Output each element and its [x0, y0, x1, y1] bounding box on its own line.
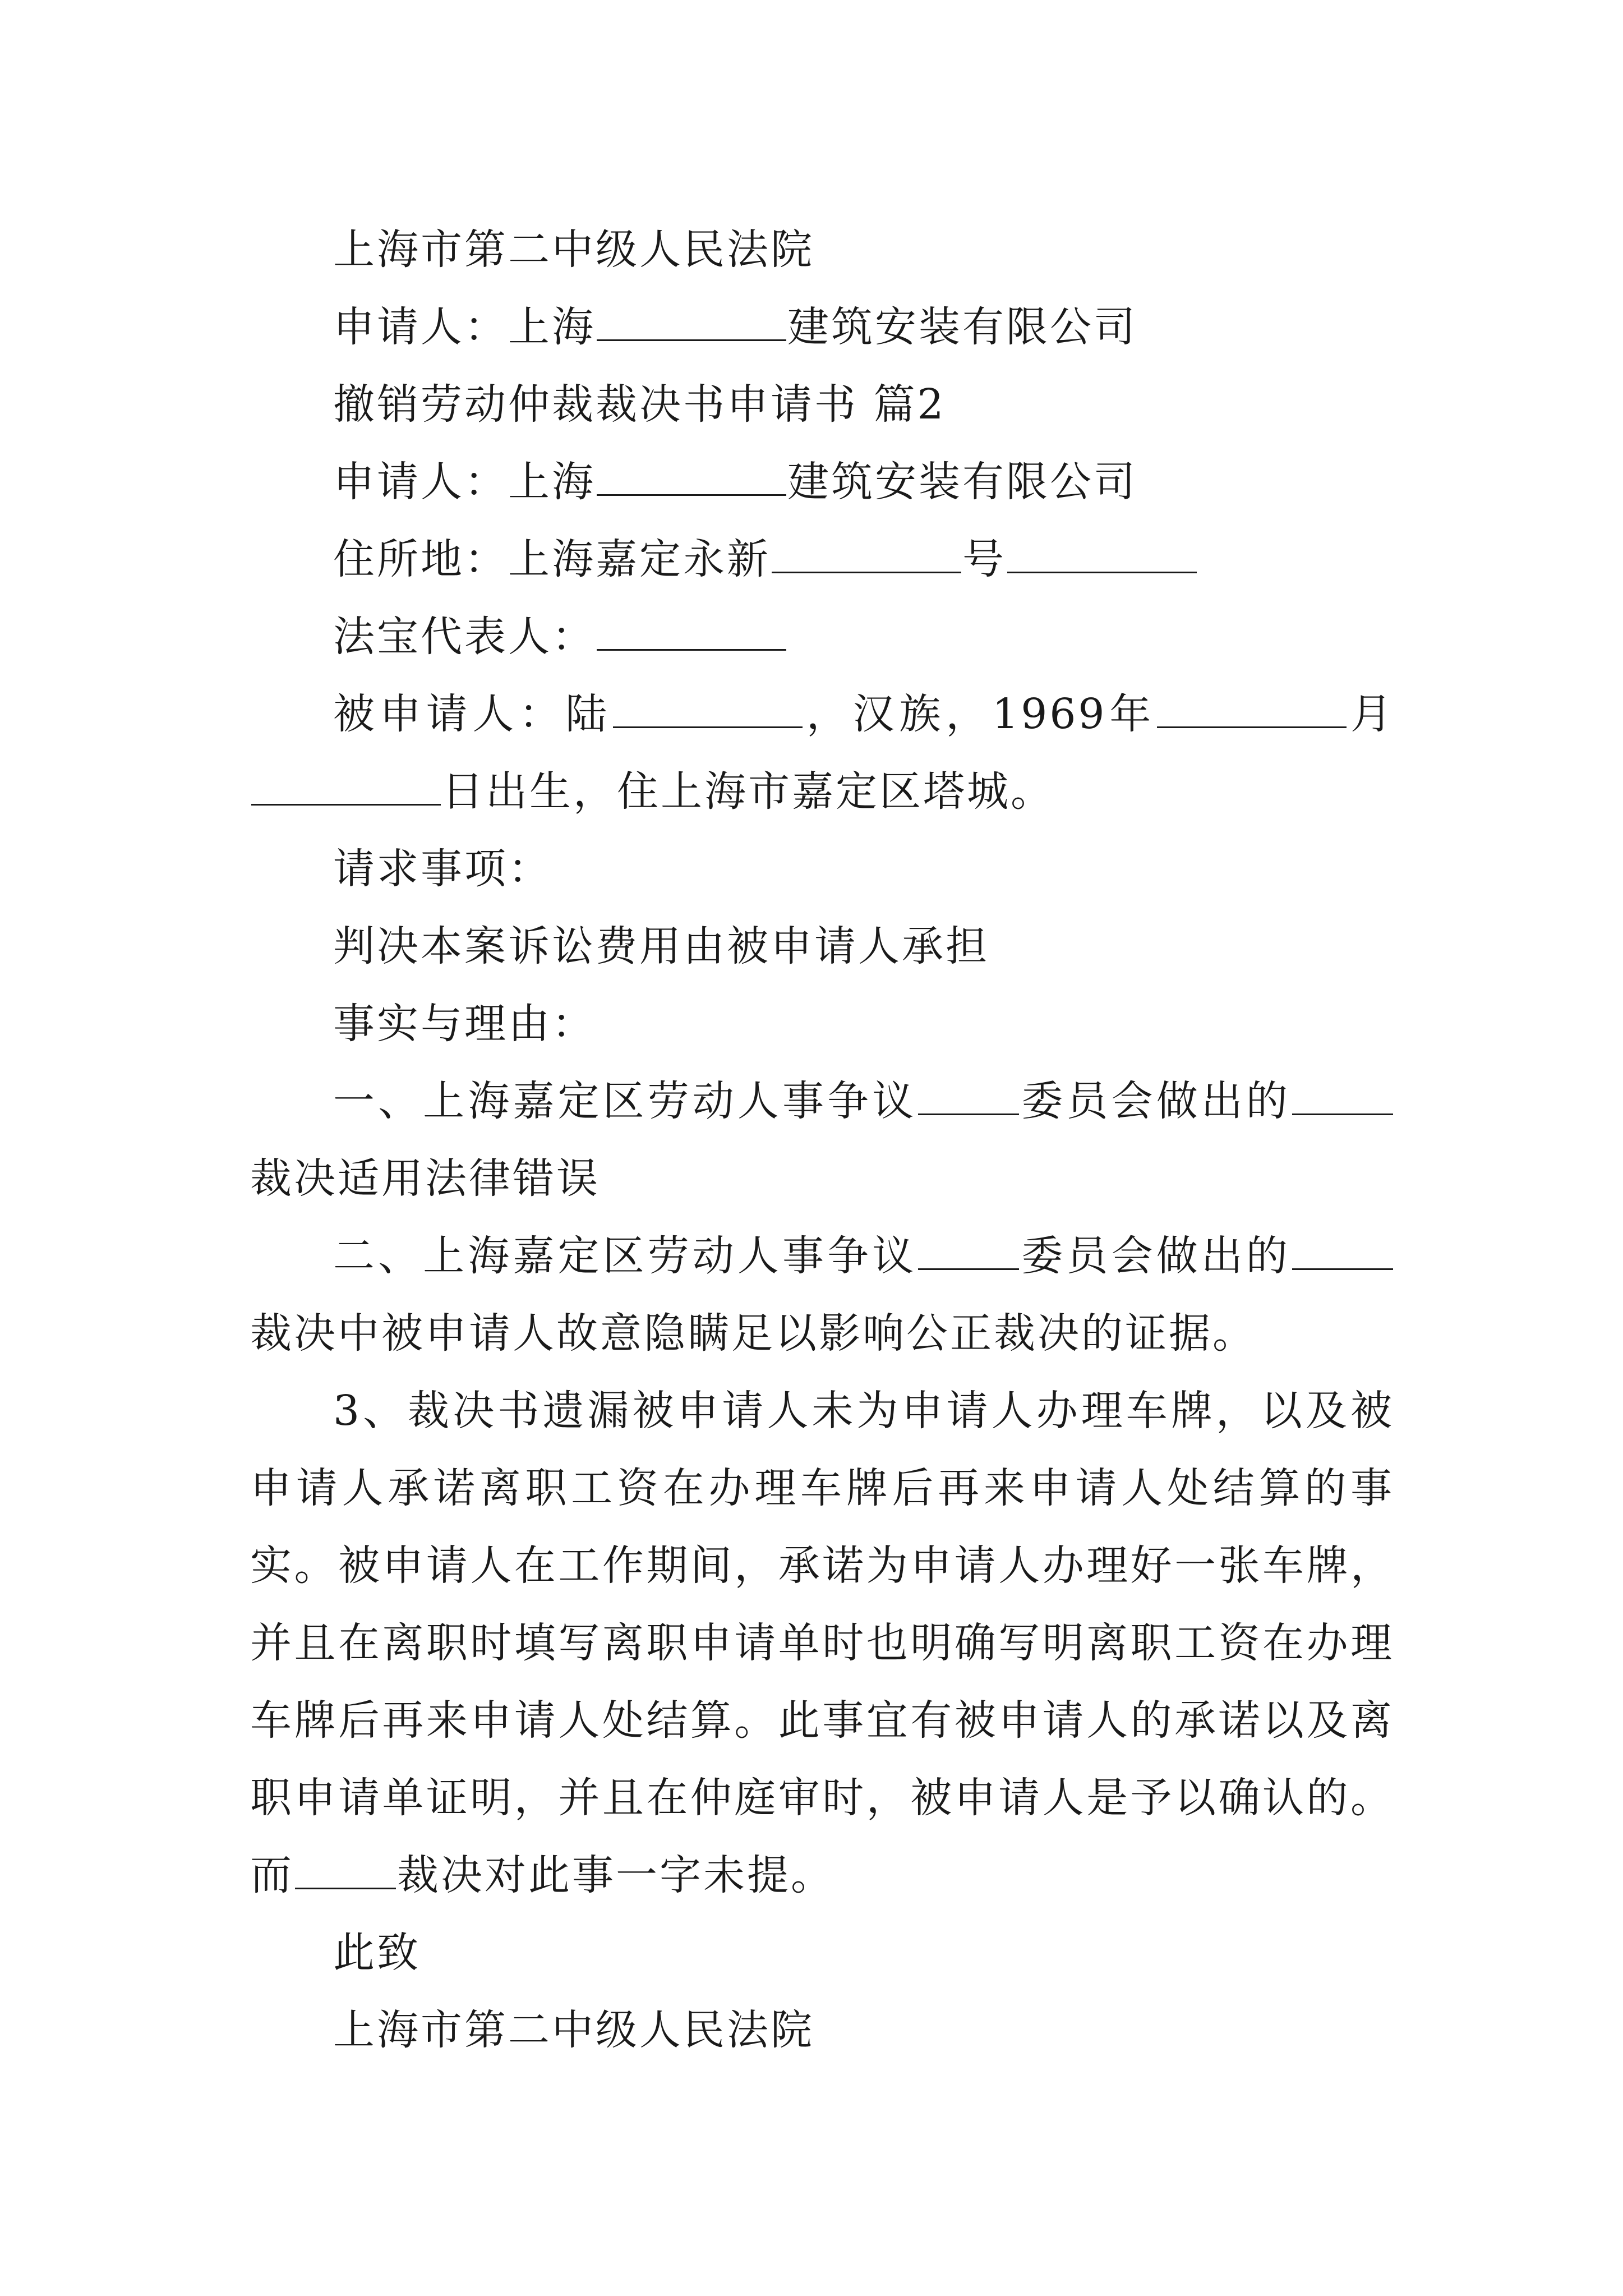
- applicant-line-1: [250, 288, 1394, 366]
- request-heading: 请求事项：: [333, 845, 552, 893]
- reason-2-part2: 委员会做出的: [1020, 1232, 1292, 1280]
- respondent-prefix: 被申请人：陆: [333, 690, 612, 738]
- document-body: [250, 211, 1394, 2069]
- reason-2-paragraph: [250, 1217, 1394, 1372]
- reason-1-part1: 一、上海嘉定区劳动人事争议: [333, 1077, 917, 1125]
- reason-3-text: 3、裁决书遗漏被申请人未为申请人办理车牌，以及被申请人承诺离职工资在办理车牌后再来申请人处结算的事实。被申请人在工作期间，承诺为申请人办理好一张车牌，并且在离职时填写离职申请单时也明确写明离职工资在办理车牌后再来申请人处结算。此事宜有被申请人的承诺以及离职申请单证明，并且在仲庭审时，被申请人是予以确认的。而: [250, 1387, 1394, 1899]
- request-item: 判决本案诉讼费用由被申请人承担: [333, 922, 989, 970]
- fill-blank: [772, 532, 961, 573]
- court-name-top: 上海市第二中级人民法院: [333, 226, 814, 274]
- fill-blank: [1007, 532, 1197, 573]
- applicant-suffix: 建筑安装有限公司: [787, 303, 1137, 351]
- facts-heading: 事实与理由：: [333, 1000, 596, 1048]
- fill-blank: [918, 1229, 1019, 1270]
- closing-line: 此致: [333, 1929, 421, 1977]
- fill-blank: [1157, 687, 1347, 728]
- fill-blank: [1292, 1074, 1393, 1115]
- fill-blank: [597, 610, 786, 651]
- respondent-part2: ，汉族，1969年: [804, 690, 1156, 738]
- legal-rep-line: [250, 598, 1394, 675]
- applicant-suffix: 建筑安装有限公司: [787, 458, 1137, 506]
- reason-3-paragraph: [250, 1372, 1394, 1914]
- respondent-paragraph: [250, 675, 1394, 830]
- respondent-part4: 日出生，住上海市嘉定区塔城。: [442, 767, 1054, 816]
- fill-blank: [295, 1848, 396, 1889]
- court-name-bottom: 上海市第二中级人民法院: [333, 2006, 814, 2054]
- section-title: 撤销劳动仲裁裁决书申请书 篇2: [333, 380, 946, 429]
- address-middle: 号: [962, 535, 1006, 583]
- reason-1-part3: 裁决适用法律错误: [250, 1154, 600, 1203]
- reason-2-part3: 裁决中被申请人故意隐瞒足以影响公正裁决的证据。: [250, 1309, 1256, 1358]
- fill-blank: [613, 687, 803, 728]
- fill-blank: [918, 1074, 1019, 1115]
- applicant-prefix: 申请人：上海: [333, 303, 596, 351]
- fill-blank: [1292, 1229, 1393, 1270]
- reason-2-part1: 二、上海嘉定区劳动人事争议: [333, 1232, 917, 1280]
- applicant-prefix: 申请人：上海: [333, 458, 596, 506]
- applicant-line-2: [250, 443, 1394, 521]
- address-line: [250, 521, 1394, 598]
- fill-blank: [251, 765, 441, 806]
- respondent-part3: 月: [1348, 690, 1395, 738]
- reason-1-part2: 委员会做出的: [1020, 1077, 1292, 1125]
- fill-blank: [597, 300, 786, 341]
- fill-blank: [597, 455, 786, 496]
- reason-3-tail: 裁决对此事一字未提。: [397, 1851, 834, 1899]
- reason-1-paragraph: [250, 1062, 1394, 1217]
- address-prefix: 住所地：上海嘉定永新: [333, 535, 771, 583]
- legal-rep-prefix: 法宝代表人：: [333, 613, 596, 661]
